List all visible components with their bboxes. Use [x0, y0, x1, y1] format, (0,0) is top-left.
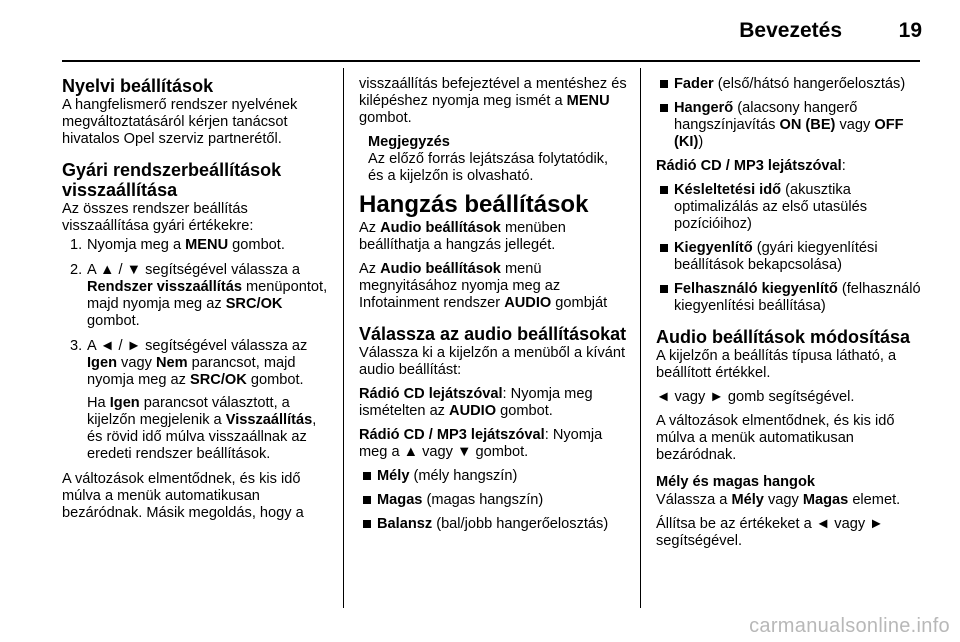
paragraph-cd-player: Rádió CD lejátszóval: Nyomja meg ismételten az AUDIO gombot. — [359, 386, 593, 419]
section-heading-sound: Hangzás beállítások — [359, 191, 589, 218]
list-item: Hangerő (alacsony hangerő hangszínjavítás ON (BE) vagy OFF (KI)) — [656, 100, 926, 151]
section-heading-factory-reset: Gyári rendszerbeállítások visszaállítása — [62, 160, 282, 200]
step-1: 1. Nyomja meg a MENU gombot. — [70, 237, 285, 253]
step-2: 2. A ▲ / ▼ segítségével válassza a Rendszer visszaállítás menüpontot, majd nyomja meg az SRC/OK gombot. — [70, 262, 328, 329]
note-text: Az előző forrás lejátszása folytatódik, és a kijelzőn is olvasható. — [368, 151, 609, 184]
column-3 — [656, 76, 926, 557]
paragraph-bass-2: Állítsa be az értékeket a ◄ vagy ► segítségével. — [656, 516, 884, 549]
list-item: Késleltetési idő (akusztika optimalizálás az első utasülés pozícióihoz) — [656, 182, 926, 233]
paragraph-modify-3: A változások elmentődnek, és kis idő múlva a menük automatikusan bezáródnak. — [656, 413, 895, 463]
paragraph-sound-2: Az Audio beállítások menü megnyitásához nyomja meg az Infotainment rendszer AUDIO gombját — [359, 261, 608, 311]
steps-list — [62, 237, 332, 463]
list-item: Fader (első/hátsó hangerőelosztás) — [656, 76, 926, 93]
paragraph-language: A hangfelismerő rendszer nyelvének megváltoztatásáról kérjen tanácsot hivatalos Opel szerviz partnerétől. — [62, 97, 298, 147]
mp3-options-list — [656, 182, 926, 315]
paragraph-factory-reset: Az összes rendszer beállítás visszaállítása gyári értékekre: — [62, 201, 254, 234]
paragraph-sound-1: Az Audio beállítások menüben beállíthatja a hangzás jellegét. — [359, 220, 566, 253]
note-title: Megjegyzés — [368, 134, 450, 150]
section-heading-select-audio: Válassza az audio beállításokat — [359, 324, 627, 344]
paragraph-modify-1: A kijelzőn a beállítás típusa látható, a beállított értékkel. — [656, 348, 897, 381]
list-item: Kiegyenlítő (gyári kiegyenlítési beállítások bekapcsolása) — [656, 240, 926, 274]
step-3-note: Ha Igen parancsot választott, a kijelzőn megjelenik a Visszaállítás, és rövid idő múlva visszaállnak az eredeti rendszer beállítások. — [87, 395, 317, 462]
section-heading-modify-audio: Audio beállítások módosítása — [656, 327, 911, 347]
subheading-bass-treble: Mély és magas hangok — [656, 474, 815, 490]
paragraph-auto-close: A változások elmentődnek, és kis idő múlva a menük automatikusan bezáródnak. Másik megoldás, hogy a — [62, 471, 304, 521]
column-1 — [62, 76, 332, 529]
list-item: Felhasználó kiegyenlítő (felhasználó kiegyenlítési beállítása) — [656, 281, 926, 315]
column-2 — [359, 76, 627, 540]
header-rule — [62, 60, 920, 62]
page-header — [0, 0, 960, 60]
section-heading-language: Nyelvi beállítások — [62, 76, 214, 96]
header-title: Bevezetés — [739, 19, 842, 42]
list-item: Balansz (bal/jobb hangerőelosztás) — [359, 516, 627, 533]
paragraph-select-audio: Válassza ki a kijelzőn a menüből a kívánt audio beállítást: — [359, 345, 626, 378]
page-number: 19 — [898, 19, 922, 42]
audio-options-list-continued — [656, 76, 926, 151]
paragraph-modify-2: ◄ vagy ► gomb segítségével. — [656, 389, 855, 405]
step-3: 3. A ◄ / ► segítségével válassza az Igen vagy Nem parancsot, majd nyomja meg az SRC/OK gombot. Ha Igen parancsot választott, a kijelzőn megjelenik a Visszaállítás, és rövid idő múlva visszaállnak az eredeti rendszer beállítások. — [62, 338, 332, 463]
paragraph-mp3-player: Rádió CD / MP3 lejátszóval: Nyomja meg a ▲ vagy ▼ gombot. — [359, 427, 603, 460]
paragraph-continuation: visszaállítás befejeztével a mentéshez és kilépéshez nyomja meg ismét a MENU gombot. — [359, 76, 627, 126]
list-item: Magas (magas hangszín) — [359, 492, 627, 509]
paragraph-bass-1: Válassza a Mély vagy Magas elemet. — [656, 492, 901, 508]
paragraph-mp3-label: Rádió CD / MP3 lejátszóval: — [656, 158, 846, 174]
audio-options-list — [359, 468, 627, 533]
note-box — [359, 134, 627, 185]
column-divider-2 — [640, 68, 641, 608]
list-item: Mély (mély hangszín) — [359, 468, 627, 485]
watermark: carmanualsonline.info — [749, 615, 950, 637]
column-divider-1 — [343, 68, 344, 608]
